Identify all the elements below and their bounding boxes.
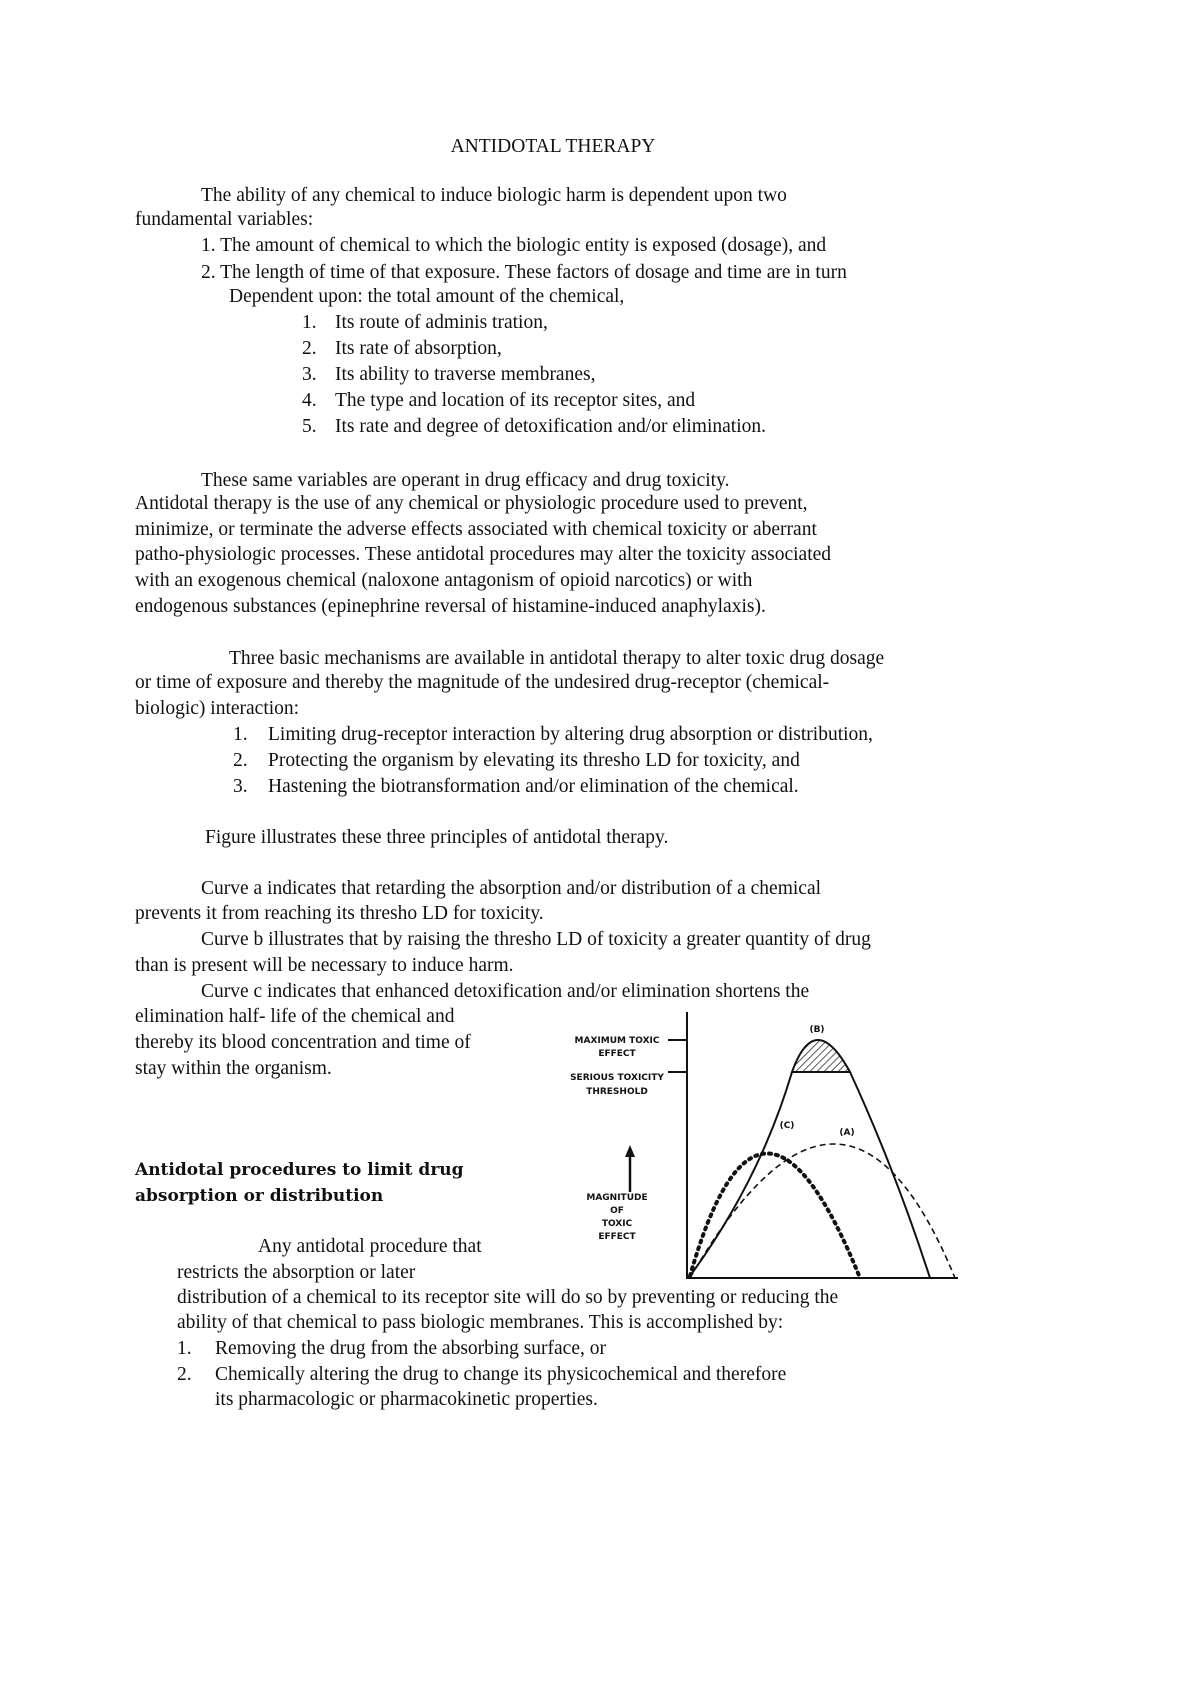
paragraph-line: Curve c indicates that enhanced detoxification and/or elimination shortens the bbox=[201, 981, 810, 1002]
axis-label: MAGNITUDE bbox=[586, 1193, 648, 1203]
paragraph-line: fundamental variables: bbox=[135, 209, 314, 230]
paragraph-line: than is present will be necessary to induce harm. bbox=[135, 955, 514, 976]
list-item: 1. The amount of chemical to which the biologic entity is exposed (dosage), and bbox=[201, 235, 827, 256]
curve-c bbox=[690, 1153, 860, 1278]
paragraph-line: minimize, or terminate the adverse effects associated with chemical toxicity or aberrant bbox=[135, 519, 817, 540]
paragraph-line: elimination half- life of the chemical and bbox=[135, 1006, 455, 1027]
paragraph-line: distribution of a chemical to its receptor site will do so by preventing or reducing the bbox=[177, 1287, 839, 1308]
figure-intro: Figure illustrates these three principles of antidotal therapy. bbox=[205, 827, 669, 848]
section-heading: Antidotal procedures to limit drug bbox=[135, 1160, 464, 1180]
list-item: The type and location of its receptor sites, and bbox=[335, 390, 696, 411]
curve-a bbox=[690, 1144, 955, 1278]
list-item: Limiting drug-receptor interaction by altering drug absorption or distribution, bbox=[268, 724, 873, 745]
list-item: Hastening the biotransformation and/or elimination of the chemical. bbox=[268, 776, 799, 797]
list-item: 2. The length of time of that exposure. These factors of dosage and time are in turn bbox=[201, 262, 847, 283]
list-item: its pharmacologic or pharmacokinetic properties. bbox=[215, 1389, 598, 1410]
list-item: Its rate of absorption, bbox=[335, 338, 502, 359]
list-number: 3. bbox=[302, 364, 317, 385]
axis-label: EFFECT bbox=[598, 1232, 636, 1242]
paragraph-line: biologic) interaction: bbox=[135, 698, 300, 719]
max-effect-label: MAXIMUM TOXIC bbox=[574, 1036, 660, 1046]
list-number: 1. bbox=[302, 312, 317, 333]
section-heading: absorption or distribution bbox=[135, 1186, 384, 1206]
paragraph-line: ability of that chemical to pass biologic membranes. This is accomplished by: bbox=[177, 1312, 784, 1333]
paragraph-line: prevents it from reaching its thresho LD for toxicity. bbox=[135, 903, 544, 924]
axis-label: TOXIC bbox=[601, 1219, 633, 1229]
list-number: 1. bbox=[177, 1338, 192, 1359]
paragraph-line: Curve a indicates that retarding the absorption and/or distribution of a chemical bbox=[201, 878, 822, 899]
curve-c-label: (C) bbox=[779, 1121, 795, 1131]
hatched-region bbox=[792, 1040, 850, 1072]
toxicity-figure bbox=[560, 1005, 970, 1290]
paragraph-line: restricts the absorption or later bbox=[177, 1262, 416, 1283]
paragraph-line: with an exogenous chemical (naloxone antagonism of opioid narcotics) or with bbox=[135, 570, 753, 591]
list-item: Removing the drug from the absorbing surface, or bbox=[215, 1338, 606, 1359]
paragraph-line: The ability of any chemical to induce biologic harm is dependent upon two bbox=[201, 185, 787, 206]
up-arrow-icon bbox=[625, 1145, 635, 1192]
list-number: 3. bbox=[233, 776, 248, 797]
list-number: 2. bbox=[233, 750, 248, 771]
list-item: Dependent upon: the total amount of the chemical, bbox=[229, 286, 625, 307]
paragraph-line: thereby its blood concentration and time of bbox=[135, 1032, 471, 1053]
list-number: 1. bbox=[233, 724, 248, 745]
paragraph-line: These same variables are operant in drug efficacy and drug toxicity. bbox=[201, 470, 730, 491]
paragraph-line: stay within the organism. bbox=[135, 1058, 332, 1079]
curve-b-label: (B) bbox=[809, 1025, 825, 1035]
curve-a-label: (A) bbox=[839, 1128, 855, 1138]
list-item: Its ability to traverse membranes, bbox=[335, 364, 596, 385]
max-effect-label: EFFECT bbox=[598, 1049, 636, 1059]
paragraph-line: or time of exposure and thereby the magnitude of the undesired drug-receptor (chemical- bbox=[135, 672, 830, 693]
threshold-label: THRESHOLD bbox=[586, 1087, 648, 1097]
paragraph-line: patho-physiologic processes. These antidotal procedures may alter the toxicity associated bbox=[135, 544, 832, 565]
paragraph-line: endogenous substances (epinephrine reversal of histamine-induced anaphylaxis). bbox=[135, 596, 766, 617]
paragraph-line: Antidotal therapy is the use of any chemical or physiologic procedure used to prevent, bbox=[135, 493, 808, 514]
paragraph-line: Curve b illustrates that by raising the thresho LD of toxicity a greater quantity of drug bbox=[201, 929, 871, 950]
paragraph-line: Three basic mechanisms are available in antidotal therapy to alter toxic drug dosage bbox=[229, 648, 885, 669]
list-item: Its route of adminis tration, bbox=[335, 312, 548, 333]
page-title: ANTIDOTAL THERAPY bbox=[450, 136, 656, 157]
threshold-label: SERIOUS TOXICITY bbox=[570, 1073, 664, 1083]
list-number: 2. bbox=[177, 1364, 192, 1385]
list-item: Chemically altering the drug to change its physicochemical and therefore bbox=[215, 1364, 787, 1385]
list-number: 2. bbox=[302, 338, 317, 359]
list-number: 4. bbox=[302, 390, 317, 411]
axis-label: OF bbox=[610, 1206, 624, 1216]
list-number: 5. bbox=[302, 416, 317, 437]
list-item: Its rate and degree of detoxification and/or elimination. bbox=[335, 416, 767, 437]
paragraph-line: Any antidotal procedure that bbox=[258, 1236, 482, 1257]
list-item: Protecting the organism by elevating its thresho LD for toxicity, and bbox=[268, 750, 800, 771]
